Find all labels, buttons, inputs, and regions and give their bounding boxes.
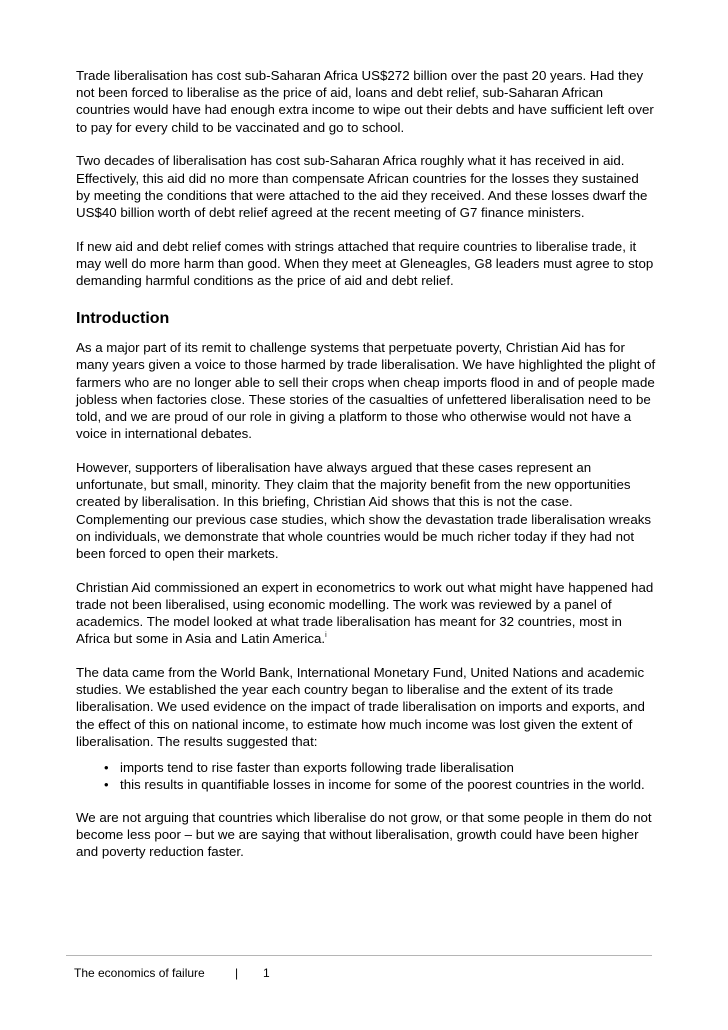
section-heading-introduction: Introduction — [76, 310, 170, 328]
results-list — [76, 759, 656, 793]
intro-paragraph-2: However, supporters of liberalisation have always argued that these cases represent an unfortunate, but small, minority. They claim that the majority benefit from the new opportunities created by liberalisation. In this briefing, Christian Aid shows that this is not the case. Complementing our previous case studies, which show the devastation trade liberalisation wreaks on individuals, we demonstrate that whole countries would be much richer today if they had not been forced to open their markets. — [76, 459, 652, 561]
footnote-marker: i — [325, 632, 327, 640]
bullet-icon: • — [104, 776, 109, 792]
list-item — [104, 759, 656, 776]
intro-paragraph-3-text: Christian Aid commissioned an expert in econometrics to work out what might have happened had trade not been liberalised, using economic modelling. The work was reviewed by a panel of academics. The model looked at what trade liberalisation has meant for 32 countries, most in Africa but some in Asia and Latin America. — [76, 579, 654, 647]
document-body — [76, 67, 656, 877]
footer-divider — [66, 955, 652, 956]
intro-paragraph-5: We are not arguing that countries which liberalise do not grow, or that some people in them do not become less poor – but we are saying that without liberalisation, growth could have been higher and poverty reduction faster. — [76, 809, 652, 860]
summary-paragraph-3: If new aid and debt relief comes with strings attached that require countries to liberalise trade, it may well do more harm than good. When they meet at Gleneagles, G8 leaders must agree to stop demanding harmful conditions as the price of aid and debt relief. — [76, 238, 654, 289]
intro-paragraph-3 — [76, 579, 656, 648]
bullet-icon: • — [104, 759, 109, 775]
footer-separator: | — [235, 966, 239, 980]
list-item-text: imports tend to rise faster than exports following trade liberalisation — [120, 759, 514, 775]
summary-paragraph-2: Two decades of liberalisation has cost sub-Saharan Africa roughly what it has received in aid. Effectively, this aid did no more than compensate African countries for the losses they sustained by meeting the conditions that were attached to the aid they received. And these losses dwarf the US$40 billion worth of debt relief agreed at the recent meeting of G7 finance ministers. — [76, 153, 648, 220]
intro-paragraph-1: As a major part of its remit to challenge systems that perpetuate poverty, Christian Aid has for many years given a voice to those harmed by trade liberalisation. We have highlighted the plight of farmers who are no longer able to sell their crops when cheap imports flood in and of people made jobless when factories close. These stories of the casualties of unfettered liberalisation need to be told, and we are proud of our role in giving a platform to those who otherwise would not have a voice in international debates. — [76, 340, 656, 442]
summary-paragraph-1: Trade liberalisation has cost sub-Saharan Africa US$272 billion over the past 20 years. Had they not been forced to liberalise as the price of aid, loans and debt relief, sub-Saharan African countries would have had enough extra income to wipe out their debts and have sufficient left over to pay for every child to be vaccinated and go to school. — [76, 68, 654, 135]
list-item — [104, 776, 656, 793]
list-item-text: this results in quantifiable losses in income for some of the poorest countries in the world. — [120, 776, 645, 792]
intro-paragraph-4: The data came from the World Bank, International Monetary Fund, United Nations and academic studies. We established the year each country began to liberalise and the extent of its trade liberalisation. We used evidence on the impact of trade liberalisation on imports and exports, and the effect of this on national income, to estimate how much income was lost given the extent of liberalisation. The results suggested that: — [76, 664, 645, 749]
page-number: 1 — [263, 966, 270, 980]
page-footer — [74, 966, 270, 980]
footer-title: The economics of failure — [74, 966, 205, 980]
